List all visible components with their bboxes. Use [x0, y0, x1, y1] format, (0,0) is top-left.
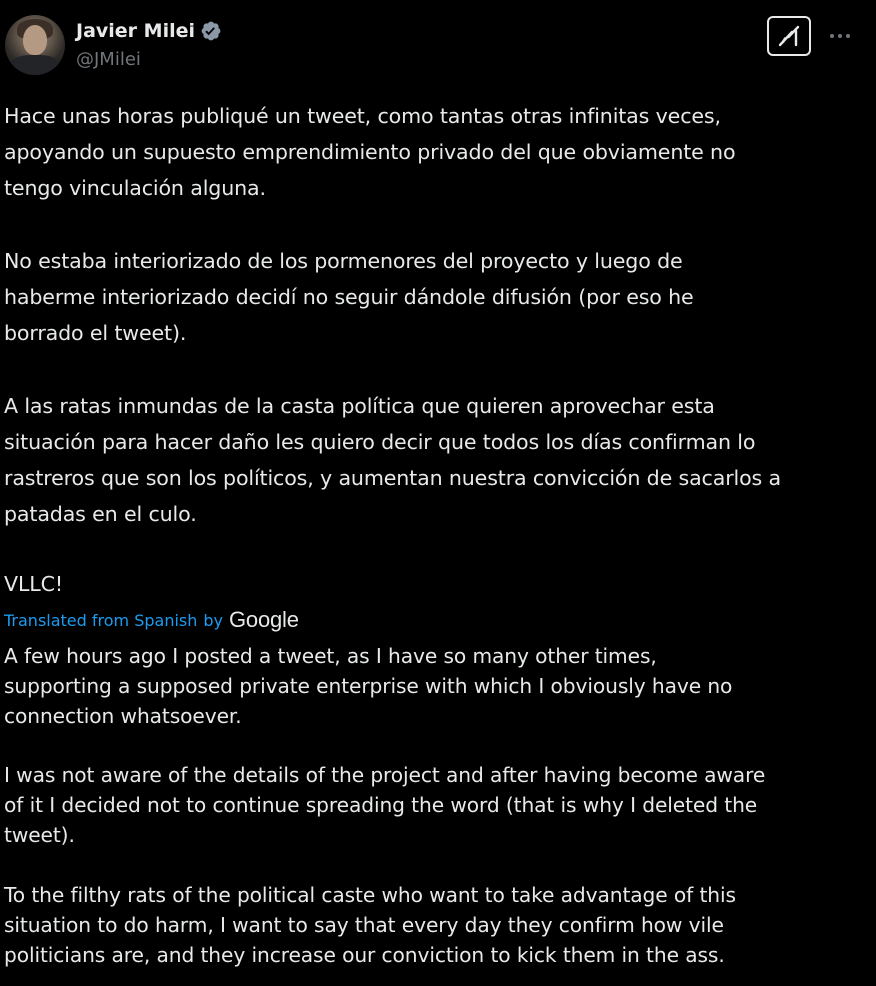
tweet-text: A las ratas inmundas de la casta política que quieren aprovechar esta situación para hacer daño les quiero decir que todos los días confirman lo rastreros que son los políticos, y aumentan nuestra convicción de sacarlos a patadas en el culo.: [4, 394, 781, 526]
translated-text: I was not aware of the details of the project and after having become aware of it I decided not to continue spreading the word (that is why I deleted the tweet).: [4, 763, 766, 847]
google-logo: Google: [229, 607, 299, 632]
translated-by-text: by: [203, 610, 224, 630]
translated-text: A few hours ago I posted a tweet, as I have so many other times, supporting a supposed private enterprise with which I obviously have no connection whatsoever.: [4, 644, 733, 728]
avatar[interactable]: [5, 15, 65, 75]
verified-badge-icon[interactable]: [200, 20, 222, 42]
tweet-original-paragraph-3: [4, 388, 870, 532]
tweet-original-paragraph-4: [4, 566, 870, 602]
tweet-header: [0, 0, 876, 90]
avatar-body-shape: [9, 55, 61, 75]
grok-icon: [776, 23, 802, 49]
translated-from-link[interactable]: Translated from Spanish: [4, 610, 198, 630]
more-options-button[interactable]: [824, 22, 856, 50]
tweet-text: Hace unas horas publiqué un tweet, como tantas otras infinitas veces, apoyando un supuesto emprendimiento privado del que obviamente no tengo vinculación alguna.: [4, 104, 736, 200]
tweet-original-paragraph-2: [4, 243, 870, 351]
tweet-text: No estaba interiorizado de los pormenores del proyecto y luego de haberme interiorizado decidí no seguir dándole difusión (por eso he borrado el tweet).: [4, 249, 694, 345]
author-name-row: [76, 17, 222, 45]
tweet-translation-paragraph-2: [4, 760, 870, 850]
avatar-face-shape: [23, 25, 47, 55]
tweet-translation-paragraph-3: [4, 880, 870, 970]
more-horizontal-icon: [830, 34, 850, 38]
translation-attribution: [4, 606, 299, 634]
grok-button[interactable]: [767, 16, 811, 56]
translated-text: To the filthy rats of the political caste who want to take advantage of this situation to do harm, I want to say that every day they confirm how vile politicians are, and they increase our conviction to kick them in the ass.: [4, 883, 736, 967]
author-handle[interactable]: @JMilei: [76, 49, 141, 70]
tweet-translation-paragraph-1: [4, 641, 870, 731]
tweet-original-paragraph-1: [4, 98, 870, 206]
tweet-text: VLLC!: [4, 572, 63, 596]
author-display-name[interactable]: Javier Milei: [76, 20, 195, 42]
